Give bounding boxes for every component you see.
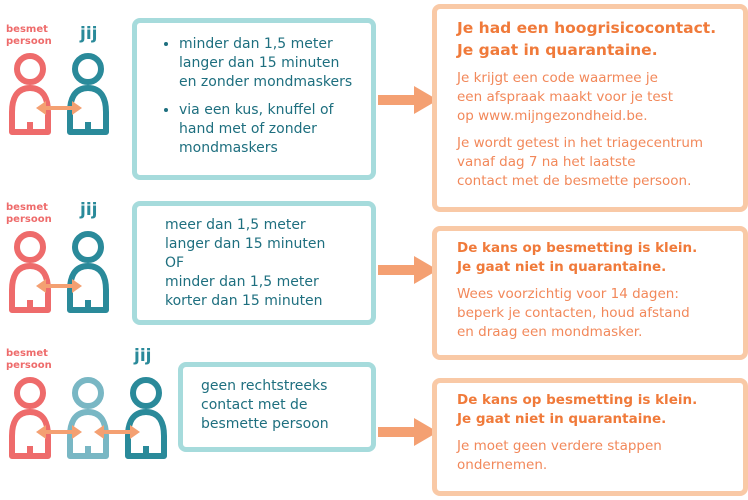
condition-line: minder dan 1,5 meter [165, 274, 319, 290]
arrow-right-icon [378, 256, 440, 284]
infected-person-icon [12, 56, 48, 132]
infected-person-label: besmet persoon [6, 202, 52, 225]
people-pair-icon [0, 228, 120, 318]
infected-person-icon [12, 234, 48, 310]
result-heading: De kans op besmetting is klein. Je gaat niet in quarantaine. [457, 240, 698, 275]
you-person-icon [70, 234, 106, 310]
you-person-icon [128, 380, 164, 456]
contact-arrow-icon [36, 425, 82, 439]
arrow-right-icon [378, 86, 440, 114]
condition-line: meer dan 1,5 meter [165, 217, 306, 233]
result-box-2 [432, 226, 748, 360]
result-box-1 [432, 4, 748, 212]
infected-person-label: besmet persoon [6, 348, 52, 371]
contact-arrow-icon [94, 425, 140, 439]
condition-line: langer dan 15 minuten [165, 236, 326, 252]
result-paragraph: Je krijgt een code waarmee je een afspraak maakt voor je test op www.mijngezondheid.be. [457, 70, 674, 124]
condition-item: • minder dan 1,5 meter langer dan 15 minuten en zonder mondmaskers [179, 35, 361, 92]
you-person-icon [70, 56, 106, 132]
infected-person-icon [12, 380, 48, 456]
condition-box-3 [178, 362, 376, 452]
arrow-right-icon [378, 418, 440, 446]
condition-line: geen rechtstreeks [201, 378, 328, 394]
condition-box-2 [132, 201, 376, 325]
middle-person-icon [70, 380, 106, 456]
condition-line: korter dan 15 minuten [165, 293, 323, 309]
result-heading: Je had een hoogrisicocontact. Je gaat in quarantaine. [457, 19, 717, 59]
people-chain-icon [0, 374, 180, 464]
result-paragraph: Je wordt getest in het triagecentrum vanaf dag 7 na het laatste contact met de besmette persoon. [457, 135, 704, 189]
result-paragraph: Je moet geen verdere stappen ondernemen. [457, 438, 662, 473]
condition-item: • via een kus, knuffel of hand met of zonder mondmaskers [179, 101, 361, 158]
infected-person-label: besmet persoon [6, 24, 52, 47]
result-heading: De kans op besmetting is klein. Je gaat niet in quarantaine. [457, 392, 698, 427]
contact-arrow-icon [36, 279, 82, 293]
result-paragraph: Wees voorzichtig voor 14 dagen: beperk je contacten, houd afstand en draag een mondmasker. [457, 286, 690, 340]
you-label: jij [134, 346, 152, 366]
you-label: jij [80, 200, 98, 220]
contact-arrow-icon [36, 101, 82, 115]
people-pair-icon [0, 50, 120, 140]
result-box-3 [432, 378, 748, 496]
condition-box-1 [132, 18, 376, 180]
condition-line: besmette persoon [201, 416, 329, 432]
you-label: jij [80, 24, 98, 44]
condition-line: contact met de [201, 397, 308, 413]
condition-line: OF [165, 255, 185, 271]
